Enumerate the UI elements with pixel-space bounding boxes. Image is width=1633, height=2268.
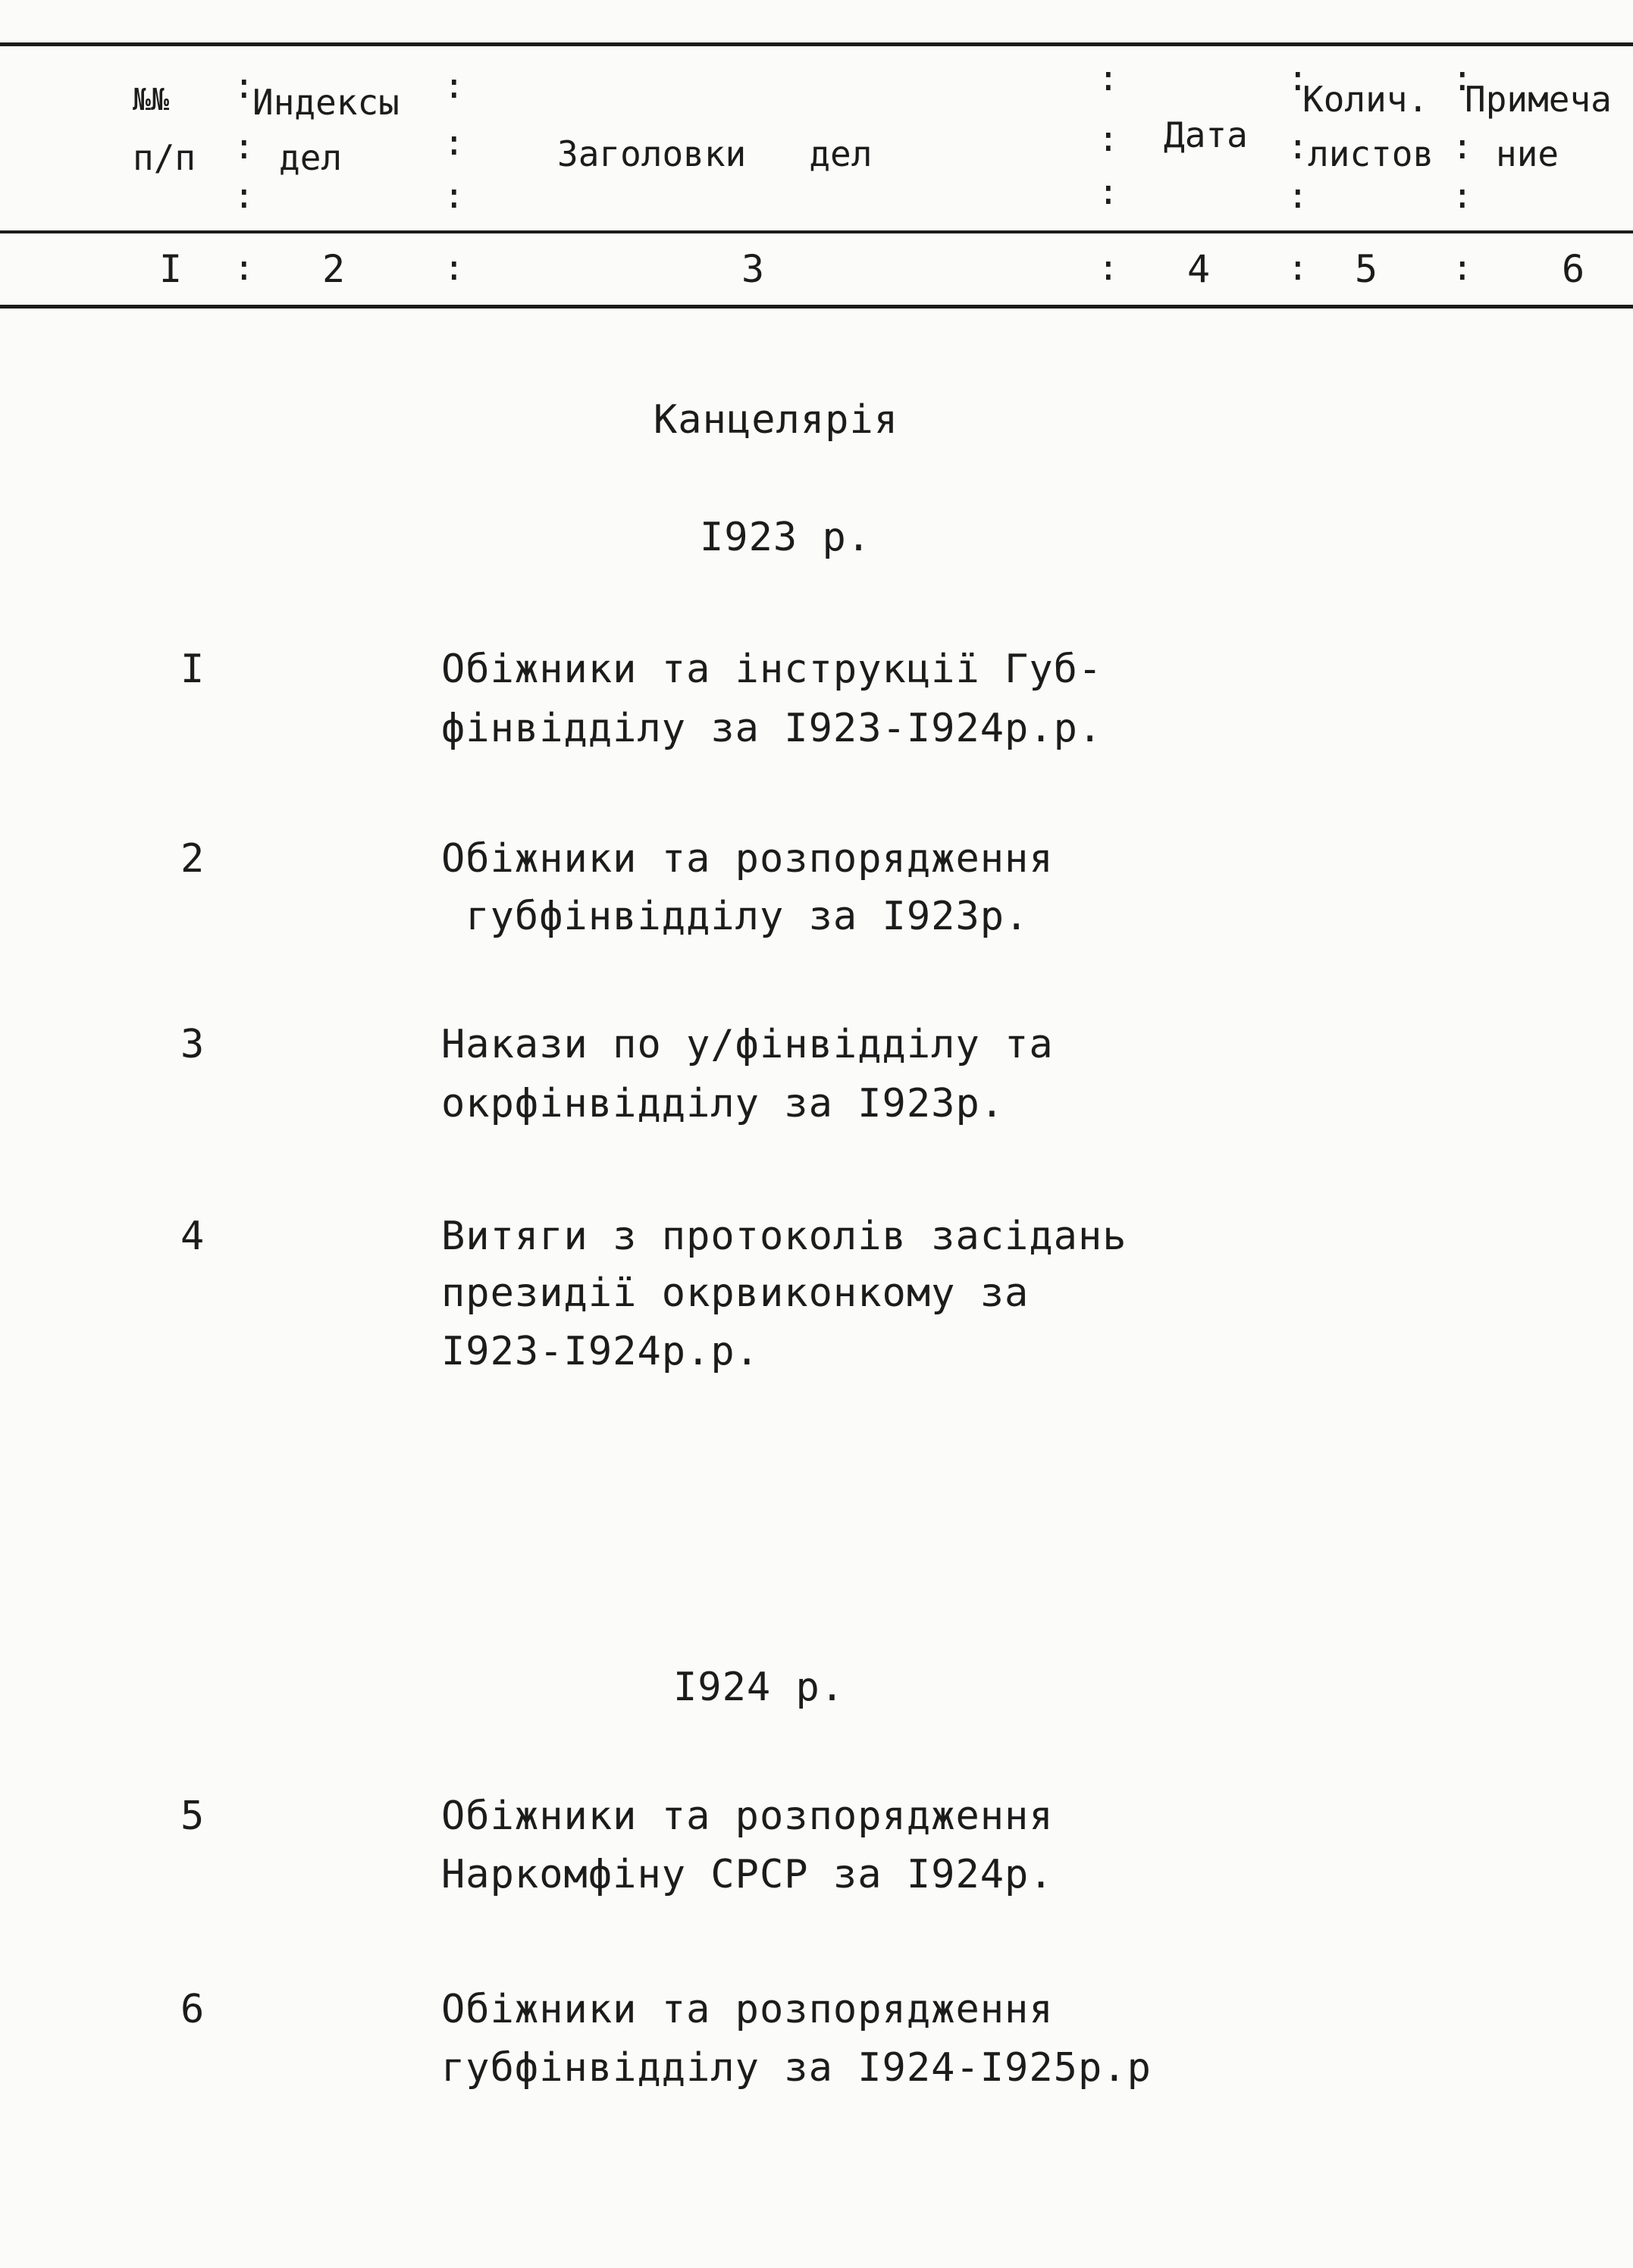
column-number-2: 2 [322,247,346,291]
header-bottom-rule [0,305,1633,309]
document-page: : : : : : : : : : : : : : : : : : : : : №№ п/п Индексы дел Заголовки дел Дата Колич. листов Примеча ние I 2 3 4 5 6 Канцелярія I923 р. I924 р. I Обіжники та інструкції Губ- фінвідділу за I923-I924р.р. 2 Обіжники та розпорядження губфінвідділу за I923р. 3 Накази по у/фінвідділу та окрфінвідділу за I923р. 4 Витяги з протоколів засідань президії окрвиконкому за I923-I924р.р. 5 Обіжники та розпорядження Наркомфіну СРСР за I924р. 6 Обіжники та розпорядження губфінвідділу за I924-I925р.р [0,0,1633,2268]
header-middle-rule [0,230,1633,233]
entry-number: 2 [180,836,205,882]
entry-title-line: губфінвідділу за I924-I925р.р [441,2045,1152,2091]
header-col6-line2: ние [1496,133,1559,174]
entry-title-line: Наркомфіну СРСР за I924р. [441,1852,1054,1897]
column-number-6: 6 [1562,247,1585,291]
header-col2-line1: Индексы [252,82,400,123]
column-number-4: 4 [1187,247,1211,291]
header-col1-line2: п/п [133,137,196,178]
entry-number: 6 [180,1987,205,2032]
header-col6-line1: Примеча [1465,79,1612,120]
header-top-rule [0,42,1633,46]
entry-number: I [180,647,205,692]
entry-title-line: Накази по у/фінвідділу та [441,1022,1054,1067]
header-col5-line1: Колич. [1302,79,1429,120]
column-number-3: 3 [741,247,765,291]
column-number-1: I [159,247,183,291]
entry-title-line: Обіжники та розпорядження [441,836,1054,882]
entry-title-line: Обіжники та інструкції Губ- [441,647,1103,692]
column-number-5: 5 [1355,247,1378,291]
entry-title-line: окрфінвідділу за I923р. [441,1081,1005,1126]
year-heading-1923: I923 р. [700,515,872,560]
entry-title-line: губфінвідділу за I923р. [441,894,1030,939]
entry-title-line: Обіжники та розпорядження [441,1987,1054,2032]
entry-number: 3 [180,1022,205,1067]
header-col1-line1: №№ [133,83,170,117]
entry-number: 5 [180,1793,205,1839]
year-heading-1924: I924 р. [673,1665,845,1710]
entry-title-line: президії окрвиконкому за [441,1270,1030,1316]
entry-title-line: I923-I924р.р. [441,1329,760,1374]
section-title: Канцелярія [654,397,899,443]
header-col2-line2: дел [279,137,343,178]
entry-title-line: Витяги з протоколів засідань [441,1214,1127,1259]
entry-number: 4 [180,1214,205,1259]
entry-title-line: Обіжники та розпорядження [441,1793,1054,1839]
header-col4: Дата [1164,114,1248,155]
header-col3: Заголовки дел [557,133,873,174]
header-col5-line2: листов [1308,133,1434,174]
entry-title-line: фінвідділу за I923-I924р.р. [441,706,1103,751]
